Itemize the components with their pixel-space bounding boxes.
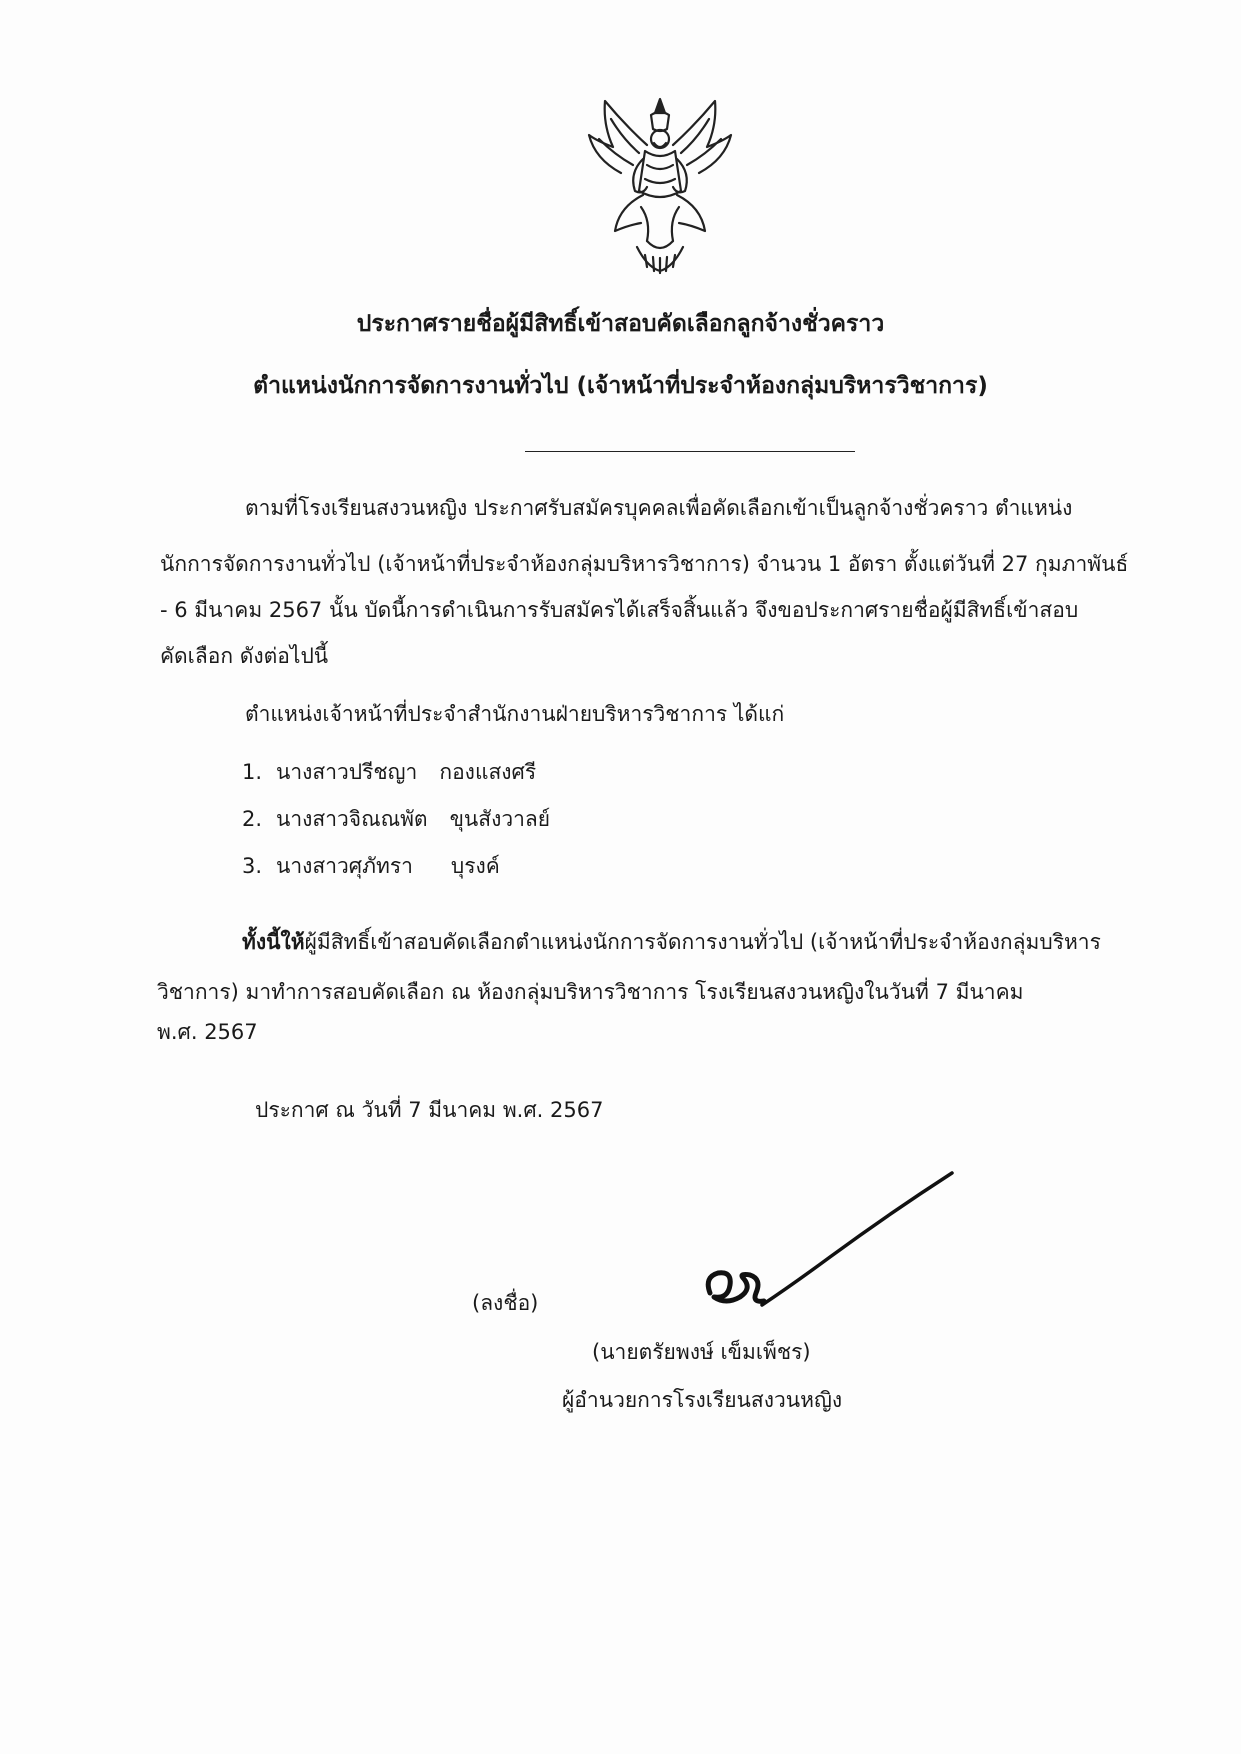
- candidate-first-name: นางสาวปรีชญา: [276, 760, 418, 784]
- intro-line-1: ตามที่โรงเรียนสงวนหญิง ประกาศรับสมัครบุคคลเพื่อคัดเลือกเข้าเป็นลูกจ้างชั่วคราว ตำแหน่ง: [245, 496, 1073, 520]
- title-divider: [525, 451, 855, 452]
- candidate-item: [242, 805, 550, 833]
- position-title: ตำแหน่งนักการจัดการงานทั่วไป (เจ้าหน้าที่ประจำห้องกลุ่มบริหารวิชาการ): [253, 373, 988, 399]
- candidate-last-name: ขุนสังวาลย์: [449, 807, 551, 831]
- candidate-item: [242, 758, 536, 786]
- garuda-emblem-icon: [585, 95, 735, 275]
- signer-title: ผู้อำนวยการโรงเรียนสงวนหญิง: [562, 1388, 843, 1412]
- announcement-title: ประกาศรายชื่อผู้มีสิทธิ์เข้าสอบคัดเลือกลูกจ้างชั่วคราว: [356, 311, 885, 337]
- candidate-first-name: นางสาวศุภัทรา: [276, 854, 413, 878]
- candidate-item: [242, 852, 500, 880]
- exam-lead: ทั้งนี้ให้: [242, 930, 305, 954]
- announce-date: ประกาศ ณ วันที่ 7 มีนาคม พ.ศ. 2567: [255, 1098, 604, 1122]
- exam-line-1: [242, 928, 1101, 956]
- position-label: ตำแหน่งเจ้าหน้าที่ประจำสำนักงานฝ่ายบริหารวิชาการ ได้แก่: [245, 702, 785, 726]
- exam-line-2: วิชาการ) มาทำการสอบคัดเลือก ณ ห้องกลุ่มบริหารวิชาการ โรงเรียนสงวนหญิงในวันที่ 7 มีนาคม: [157, 980, 1024, 1004]
- intro-line-4: คัดเลือก ดังต่อไปนี้: [160, 644, 329, 668]
- candidate-number: 1.: [242, 760, 263, 784]
- intro-line-2: นักการจัดการงานทั่วไป (เจ้าหน้าที่ประจำห้องกลุ่มบริหารวิชาการ) จำนวน 1 อัตรา ตั้งแต่วันที่ 27 กุมภาพันธ์: [160, 552, 1129, 576]
- candidate-last-name: บุรงค์: [450, 854, 500, 878]
- sign-label: (ลงชื่อ): [472, 1291, 539, 1315]
- candidate-number: 3.: [242, 854, 263, 878]
- signer-name: (นายตรัยพงษ์ เข็มเพ็ชร): [592, 1340, 811, 1364]
- candidate-first-name: นางสาวจิณณพัต: [276, 807, 428, 831]
- intro-line-3: - 6 มีนาคม 2567 นั้น บัดนี้การดำเนินการรับสมัครได้เสร็จสิ้นแล้ว จึงขอประกาศรายชื่อผู้มีสิทธิ์เข้าสอบ: [160, 598, 1079, 622]
- exam-line-3: พ.ศ. 2567: [157, 1020, 258, 1044]
- handwritten-signature: [700, 1165, 960, 1315]
- exam-line-1-text: ผู้มีสิทธิ์เข้าสอบคัดเลือกตำแหน่งนักการจัดการงานทั่วไป (เจ้าหน้าที่ประจำห้องกลุ่มบริหาร: [304, 930, 1101, 954]
- candidate-last-name: กองแสงศรี: [439, 760, 537, 784]
- candidate-number: 2.: [242, 807, 263, 831]
